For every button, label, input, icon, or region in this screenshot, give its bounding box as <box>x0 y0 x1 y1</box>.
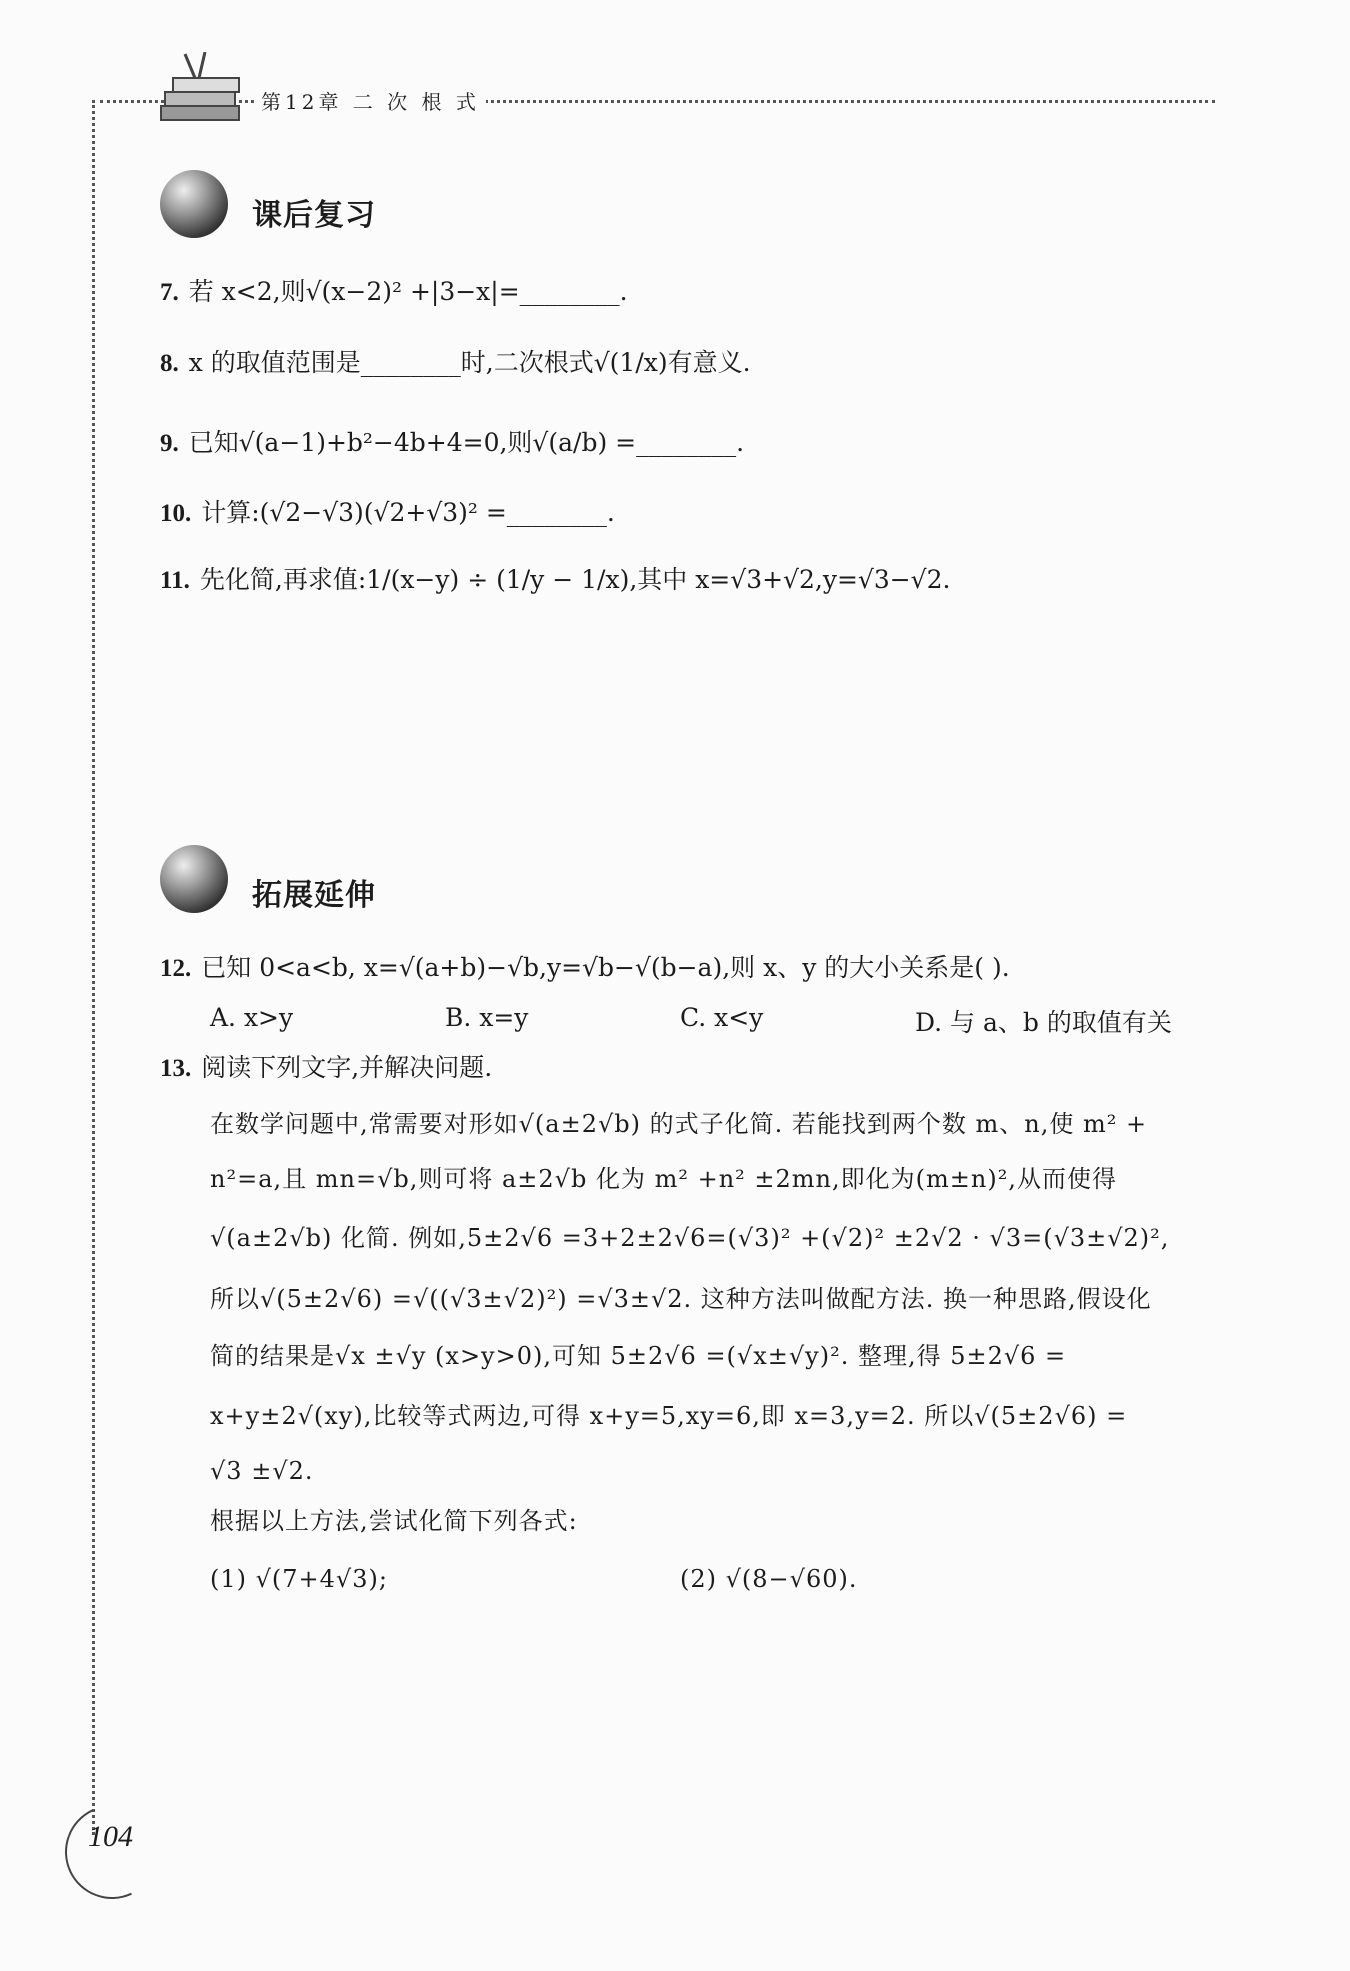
question-7 <box>160 274 628 310</box>
question-text: 阅读下列文字,并解决问题. <box>201 1053 493 1082</box>
reading-line: √(a±2√b) 化简. 例如,5±2√6 =3+2±2√6=(√3)² +(√2)² ±2√2 · √3=(√3±√2)², <box>210 1224 1170 1252</box>
reading-line: n²=a,且 mn=√b,则可将 a±2√b 化为 m² +n² ±2mn,即化为(m±n)²,从而使得 <box>210 1165 1117 1193</box>
books-icon <box>155 52 250 136</box>
section-title-extension: 拓展延伸 <box>252 878 376 913</box>
question-number: 10. <box>160 500 192 527</box>
reading-line: 简的结果是√x ±√y (x>y>0),可知 5±2√6 =(√x±√y)². 整理,得 5±2√6 = <box>210 1342 1067 1370</box>
question-11 <box>160 562 950 598</box>
question-text: 若 x<2,则√(x−2)² +|3−x|=________. <box>188 277 628 306</box>
reading-line: x+y±2√(xy),比较等式两边,可得 x+y=5,xy=6,即 x=3,y=2. 所以√(5±2√6) = <box>210 1402 1128 1430</box>
question-9 <box>160 425 744 461</box>
question-text: 已知 0<a<b, x=√(a+b)−√b,y=√b−√(b−a),则 x、y 的大小关系是( ). <box>201 953 1010 982</box>
option-b: B. x=y <box>445 1003 529 1032</box>
question-number: 11. <box>160 567 190 594</box>
reading-line: 所以√(5±2√6) =√((√3±√2)²) =√3±√2. 这种方法叫做配方法. 换一种思路,假设化 <box>210 1285 1152 1313</box>
reading-line: √3 ±√2. <box>210 1457 314 1485</box>
question-text: x 的取值范围是________时,二次根式√(1/x)有意义. <box>188 348 751 377</box>
question-number: 13. <box>160 1055 192 1082</box>
question-8 <box>160 345 751 381</box>
question-number: 7. <box>160 279 179 306</box>
globe-icon <box>160 170 228 238</box>
question-number: 9. <box>160 430 179 457</box>
page-number: 104 <box>88 1820 133 1853</box>
q13-prompt: 根据以上方法,尝试化简下列各式: <box>210 1507 578 1535</box>
option-d: D. 与 a、b 的取值有关 <box>915 1008 1172 1037</box>
reading-line: 在数学问题中,常需要对形如√(a±2√b) 的式子化简. 若能找到两个数 m、n,使 m² + <box>210 1110 1148 1138</box>
margin-dotted-line <box>92 100 95 1835</box>
section-title-review: 课后复习 <box>252 198 376 233</box>
globe-icon <box>160 845 228 913</box>
question-13 <box>160 1050 492 1086</box>
option-c: C. x<y <box>680 1003 764 1032</box>
chapter-header: 第12章 二 次 根 式 <box>255 86 486 115</box>
question-text: 先化简,再求值:1/(x−y) ÷ (1/y − 1/x),其中 x=√3+√2,y=√3−√2. <box>199 565 951 594</box>
question-number: 12. <box>160 955 192 982</box>
q13-subquestion-2: (2) √(8−√60). <box>680 1565 858 1593</box>
question-10 <box>160 495 615 531</box>
option-a: A. x>y <box>210 1003 294 1032</box>
question-12 <box>160 950 1010 986</box>
question-text: 已知√(a−1)+b²−4b+4=0,则√(a/b) =________. <box>188 428 745 457</box>
question-number: 8. <box>160 350 179 377</box>
question-text: 计算:(√2−√3)(√2+√3)² =________. <box>201 498 615 527</box>
q13-subquestion-1: (1) √(7+4√3); <box>210 1565 388 1593</box>
